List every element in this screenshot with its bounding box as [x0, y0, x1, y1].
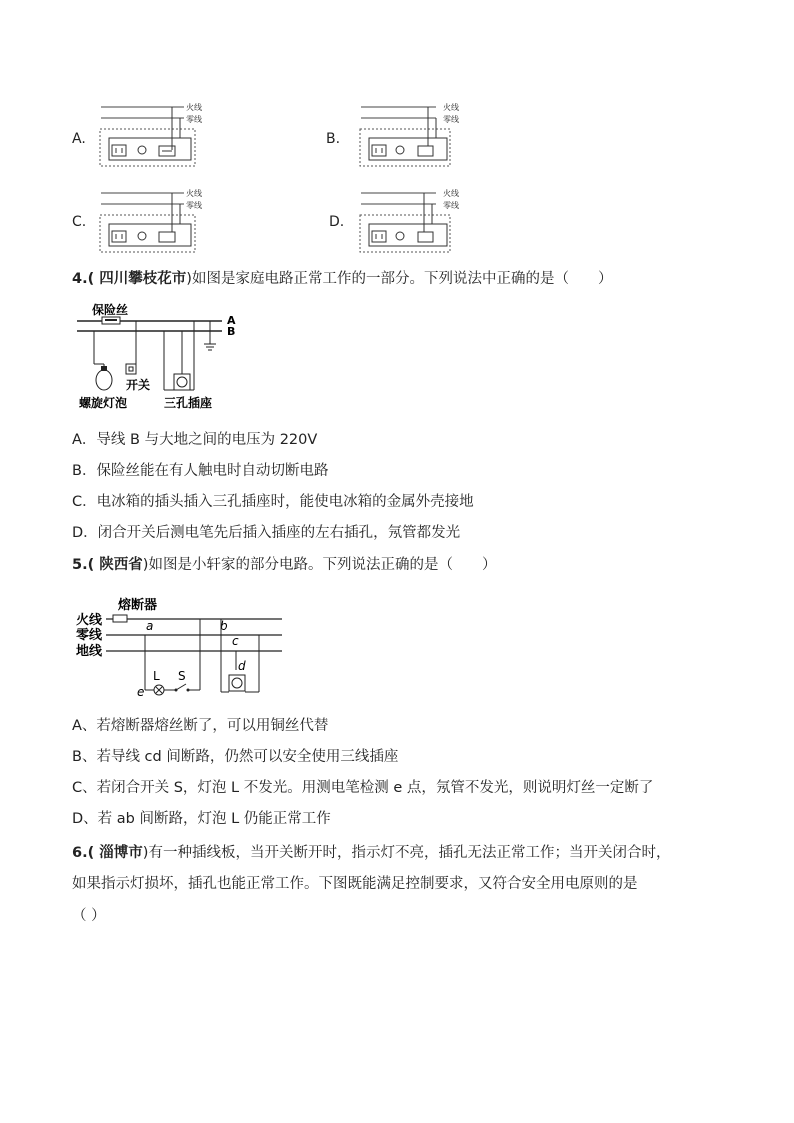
q4-answer-b: B．保险丝能在有人触电时自动切断电路: [72, 463, 329, 479]
neutral-line-label: 零线: [186, 201, 202, 210]
q4-answer-a: A．导线 B 与大地之间的电压为 220V: [72, 432, 318, 448]
fire-line-label: 火线: [76, 613, 103, 628]
socket-label: 三孔插座: [164, 396, 213, 410]
q6-stem-line2: 如果指示灯损坏，插孔也能正常工作。下图既能满足控制要求，又符合安全用电原则的是: [72, 876, 638, 892]
option-letter: B.: [326, 131, 341, 147]
q4-answer-d: D．闭合开关后测电笔先后插入插座的左右插孔，氖管都发光: [72, 525, 461, 541]
switch-label: S: [178, 669, 186, 683]
fuse-label: 保险丝: [92, 303, 129, 317]
point-c-label: c: [232, 634, 239, 648]
q5-answer-d: D、若 ab 间断路，灯泡 L 仍能正常工作: [72, 811, 331, 827]
q6-stem-line3: （ ）: [72, 908, 106, 924]
question-text: )有一种插线板，当开关断开时，指示灯不亮，插孔无法正常工作；当开关闭合时，: [142, 845, 671, 861]
fire-line-label: 火线: [186, 189, 202, 198]
question-text: )如图是家庭电路正常工作的一部分。下列说法中正确的是（ ）: [186, 271, 613, 287]
q4-stem: [72, 269, 612, 289]
question-number: 5.(: [72, 557, 95, 573]
q5-circuit-figure: [72, 592, 287, 700]
fuse-label: 熔断器: [118, 598, 158, 613]
lamp-label: L: [153, 669, 160, 683]
fire-line-label: 火线: [443, 103, 459, 112]
q6-stem-line1: [72, 843, 670, 863]
ground-line-label: 地线: [76, 644, 103, 659]
question-source: 淄博市: [94, 845, 143, 861]
question-number: 6.(: [72, 845, 95, 861]
q3-figure-b: [356, 98, 456, 170]
line-a-label: A: [227, 314, 236, 327]
option-letter: D.: [329, 214, 345, 230]
point-d-label: d: [238, 659, 246, 673]
q5-stem: [72, 555, 496, 575]
question-source: ( 四川攀枝花市: [87, 271, 187, 287]
q5-answer-c: C、若闭合开关 S，灯泡 L 不发光。用测电笔检测 e 点，氖管不发光，则说明灯丝一定断了: [72, 780, 654, 796]
neutral-line-label: 零线: [443, 115, 459, 124]
option-letter: C.: [72, 214, 87, 230]
question-number: 4.: [72, 271, 88, 287]
q3-figure-d: [356, 184, 456, 256]
q4-answer-c: C．电冰箱的插头插入三孔插座时，能使电冰箱的金属外壳接地: [72, 494, 474, 510]
bulb-label: 螺旋灯泡: [79, 396, 128, 410]
switch-label: 开关: [126, 378, 151, 392]
option-letter: A.: [72, 131, 86, 147]
point-e-label: e: [137, 685, 145, 699]
fire-line-label: 火线: [443, 189, 459, 198]
line-b-label: B: [227, 325, 236, 338]
point-a-label: a: [146, 619, 154, 633]
neutral-line-label: 零线: [443, 201, 459, 210]
q4-circuit-figure: [72, 300, 252, 418]
q3-figure-a: [96, 98, 196, 170]
neutral-line-label: 零线: [186, 115, 202, 124]
point-b-label: b: [220, 619, 228, 633]
q3-figure-c: [96, 184, 196, 256]
question-text: )如图是小轩家的部分电路。下列说法正确的是（ ）: [142, 557, 497, 573]
fire-line-label: 火线: [186, 103, 202, 112]
question-source: 陕西省: [94, 557, 143, 573]
q5-answer-a: A、若熔断器熔丝断了，可以用铜丝代替: [72, 718, 329, 734]
q5-answer-b: B、若导线 cd 间断路，仍然可以安全使用三线插座: [72, 749, 399, 765]
neutral-line-label: 零线: [76, 628, 103, 643]
